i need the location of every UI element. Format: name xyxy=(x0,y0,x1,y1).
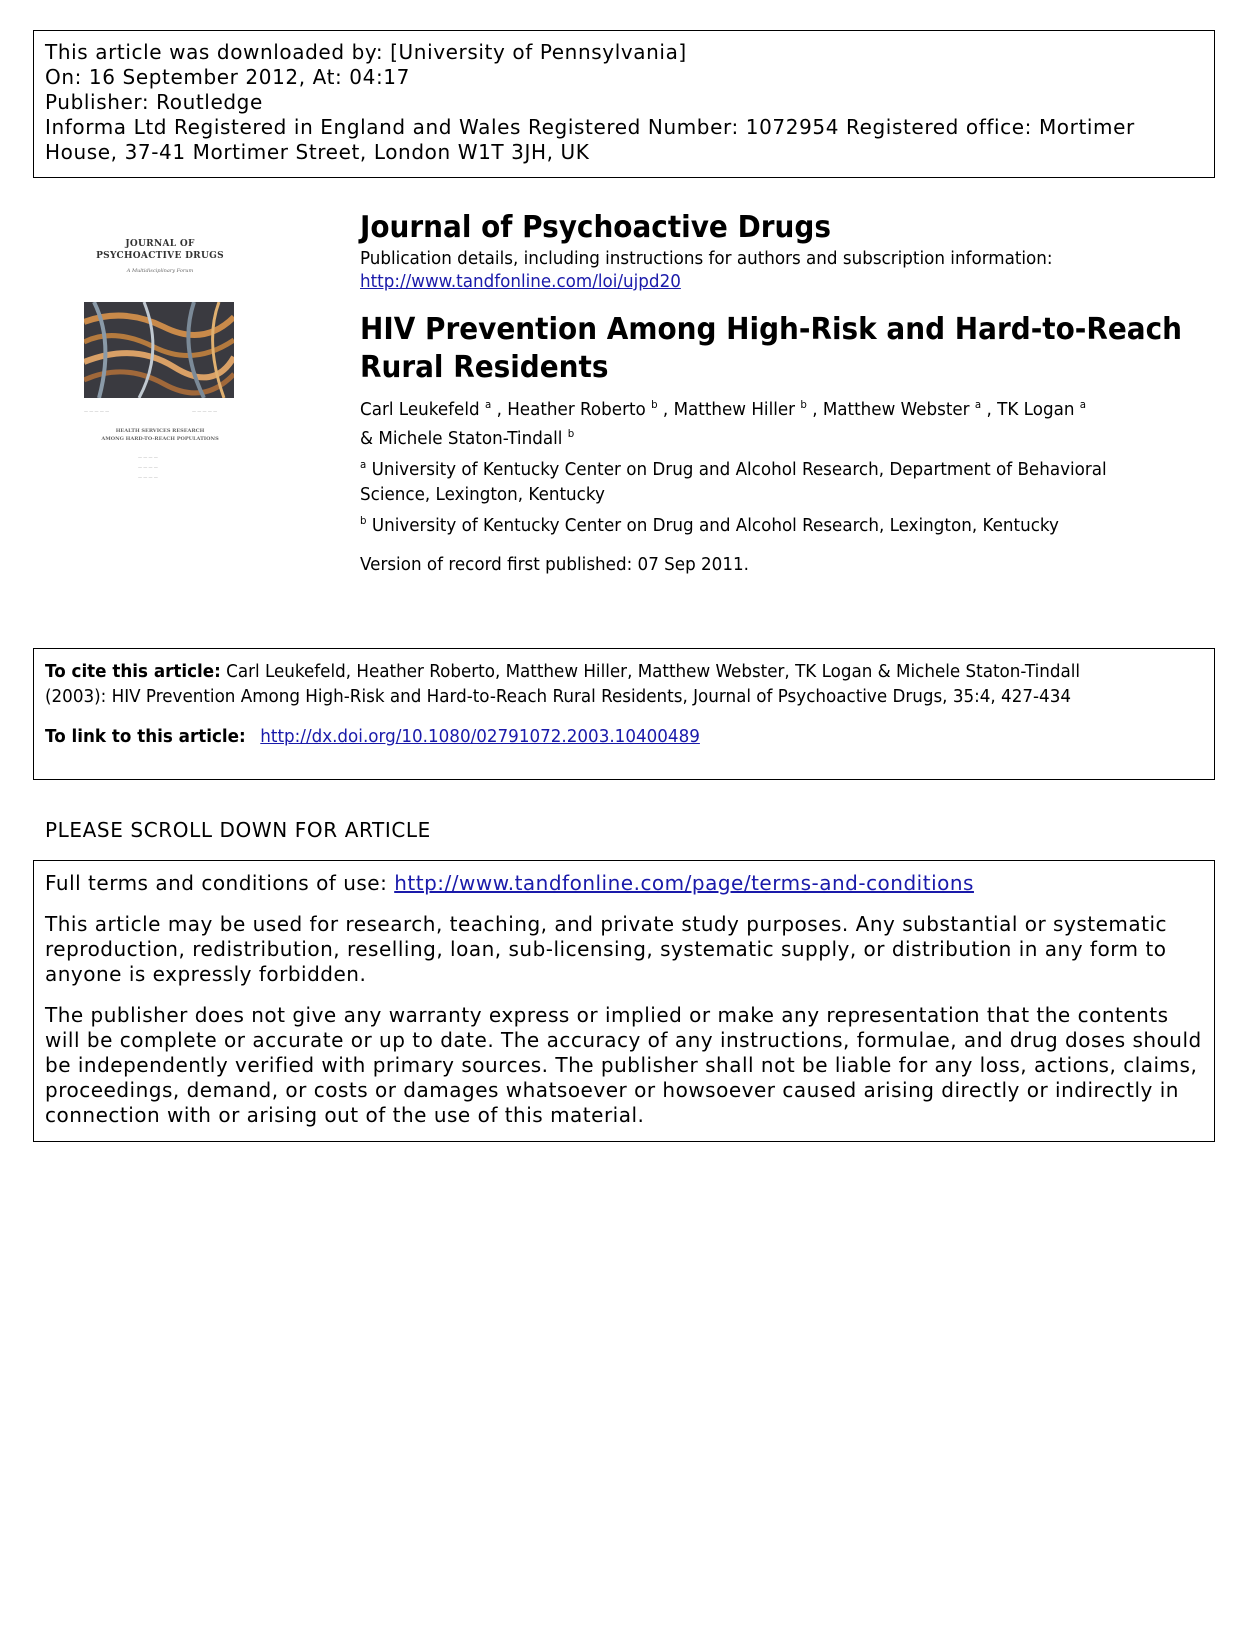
cover-title-line2: PSYCHOACTIVE DRUGS xyxy=(96,251,224,261)
disclaimer-line: will be complete or accurate or up to date. The accuracy of any instructions, formulae, and drug doses should xyxy=(45,1028,1202,1052)
cover-bottom-line1: HEALTH SERVICES RESEARCH xyxy=(115,428,205,434)
author-affil-mark: b xyxy=(567,427,575,440)
terms-box xyxy=(33,860,1215,1142)
author-affil-mark: b xyxy=(651,398,658,411)
publisher: Publisher: Routledge xyxy=(45,90,263,114)
usage-line: This article may be used for research, teaching, and private study purposes. Any substantial or systematic xyxy=(45,912,1168,936)
article-title-line1: HIV Prevention Among High-Risk and Hard-to-Reach xyxy=(360,312,1182,347)
publication-details: Publication details, including instructions for authors and subscription information: xyxy=(360,248,1053,269)
affiliation-a-mark: a xyxy=(360,458,367,471)
download-date: On: 16 September 2012, At: 04:17 xyxy=(45,65,410,89)
usage-line: anyone is expressly forbidden. xyxy=(45,962,367,986)
affiliation-a-line2: Science, Lexington, Kentucky xyxy=(360,484,605,505)
download-info-box xyxy=(33,30,1215,178)
terms-row xyxy=(45,871,1203,896)
cover-bottom-line2: AMONG HARD-TO-REACH POPULATIONS xyxy=(101,436,219,442)
terms-link[interactable]: http://www.tandfonline.com/page/terms-and-conditions xyxy=(394,871,974,895)
registered-address: House, 37-41 Mortimer Street, London W1T 3JH, UK xyxy=(45,140,590,164)
author-name: , Heather Roberto xyxy=(496,399,646,420)
disclaimer-line: connection with or arising out of the use of this material. xyxy=(45,1103,645,1127)
cite-text-line1: Carl Leukefeld, Heather Roberto, Matthew Hiller, Matthew Webster, TK Logan & Michele Staton-Tindall xyxy=(220,661,1081,682)
registered-info: Informa Ltd Registered in England and Wales Registered Number: 1072954 Registered office: Mortimer xyxy=(45,115,1135,139)
usage-paragraph xyxy=(45,912,1203,987)
author-name: , TK Logan xyxy=(986,399,1075,420)
disclaimer-line: be independently verified with primary sources. The publisher shall not be liable for any loss, actions, claims, xyxy=(45,1053,1198,1077)
terms-label: Full terms and conditions of use: xyxy=(45,871,395,895)
journal-cover-image: JOURNAL OF PSYCHOACTIVE DRUGS A Multidisciplinary Forum — — — — — — — — — — HEALTH SERVICES RESEARCH AMONG HARD-TO-REACH POPULATIONS — — — — — — — — — — — — xyxy=(80,232,240,512)
download-source: This article was downloaded by: [University of Pennsylvania] xyxy=(45,40,687,64)
doi-link[interactable]: http://dx.doi.org/10.1080/02791072.2003.10400489 xyxy=(260,726,700,747)
scroll-note: PLEASE SCROLL DOWN FOR ARTICLE xyxy=(45,818,431,842)
version-of-record: Version of record first published: 07 Sep 2011. xyxy=(360,554,749,575)
author-name: , Matthew Webster xyxy=(812,399,970,420)
article-info xyxy=(360,210,1210,577)
disclaimer-paragraph xyxy=(45,1003,1203,1128)
author-name: & Michele Staton-Tindall xyxy=(360,428,563,449)
article-title xyxy=(360,311,1182,387)
cite-label: To cite this article: xyxy=(45,661,221,682)
cover-title-line1: JOURNAL OF xyxy=(125,239,195,249)
author-affil-mark: b xyxy=(800,398,807,411)
author-list-line2 xyxy=(360,426,1151,451)
author-affil-mark: a xyxy=(484,398,492,411)
author-list xyxy=(360,397,1151,422)
article-title-line2: Rural Residents xyxy=(360,350,609,385)
author-name: , Matthew Hiller xyxy=(662,399,796,420)
journal-title: Journal of Psychoactive Drugs xyxy=(360,210,831,245)
affiliation-a xyxy=(360,457,1151,507)
author-affil-mark: a xyxy=(974,398,982,411)
citation-line1 xyxy=(45,659,1122,684)
cite-text-line2: (2003): HIV Prevention Among High-Risk and Hard-to-Reach Rural Residents, Journal of Psychoactive Drugs, 35:4, 427-434 xyxy=(45,686,1072,707)
author-name: Carl Leukefeld xyxy=(360,399,480,420)
affiliation-a-line1: University of Kentucky Center on Drug and Alcohol Research, Department of Behavioral xyxy=(371,459,1107,480)
disclaimer-line: proceedings, demand, or costs or damages whatsoever or howsoever caused arising directly or indirectly in xyxy=(45,1078,1179,1102)
cover-photo xyxy=(84,302,234,398)
affiliation-b-text: University of Kentucky Center on Drug and Alcohol Research, Lexington, Kentucky xyxy=(371,515,1059,536)
article-link-row xyxy=(45,724,1122,749)
link-label: To link to this article: xyxy=(45,726,246,747)
journal-url-link[interactable]: http://www.tandfonline.com/loi/ujpd20 xyxy=(360,271,681,292)
usage-line: reproduction, redistribution, reselling, loan, sub-licensing, systematic supply, or distribution in any form to xyxy=(45,937,1167,961)
affiliation-b-mark: b xyxy=(360,514,367,527)
citation-box xyxy=(33,648,1215,780)
affiliation-b xyxy=(360,513,1151,538)
cover-subtitle: A Multidisciplinary Forum xyxy=(126,268,194,274)
author-affil-mark: a xyxy=(1079,398,1087,411)
disclaimer-line: The publisher does not give any warranty express or implied or make any representation that the contents xyxy=(45,1003,1169,1027)
